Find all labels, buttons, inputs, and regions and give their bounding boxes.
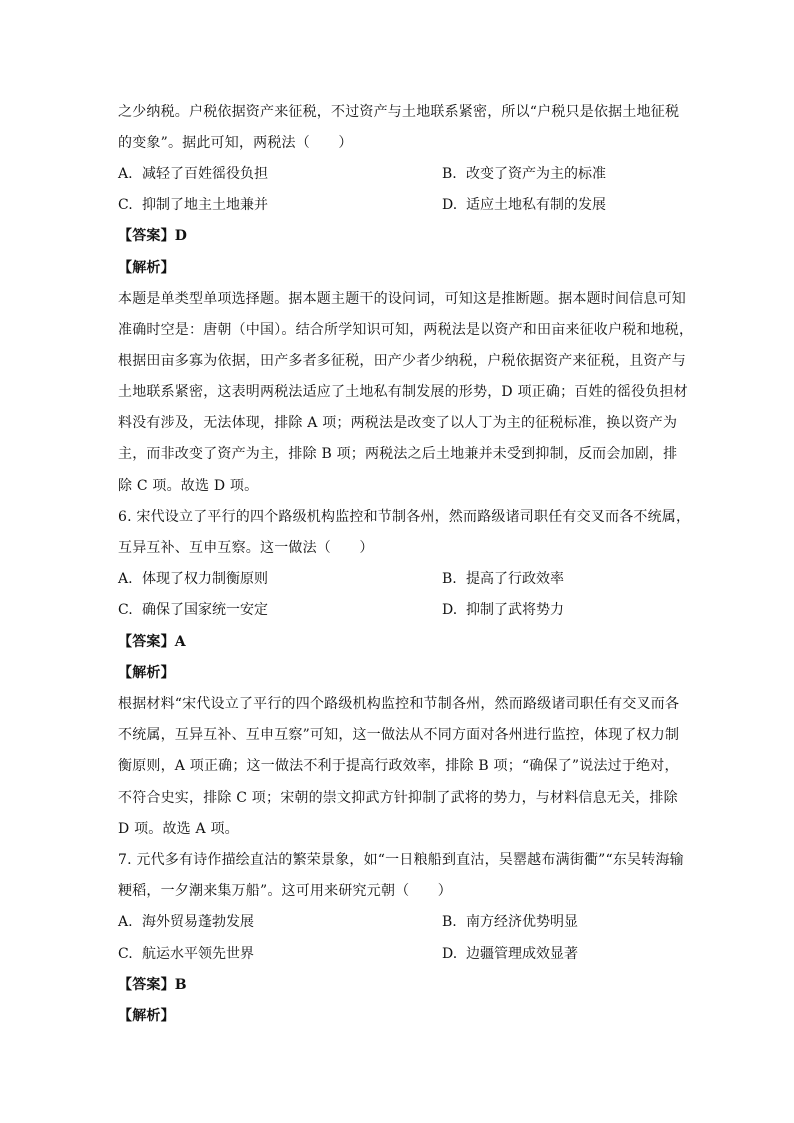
q7-stem-line-2: 粳稻，一夕潮来集万船”。这可用来研究元朝（ ） <box>118 883 452 899</box>
q7-option-d: D. 边疆管理成效显著 <box>442 946 578 962</box>
q5-analysis-line-6: 主，而非改变了资产为主，排除 B 项；两税法之后土地兼并未受到抑制，反而会加剧，排 <box>118 446 678 462</box>
q7-option-c: C. 航运水平领先世界 <box>118 946 254 962</box>
q6-analysis-line-3: 衡原则，A 项正确；这一做法不利于提高行政效率，排除 B 项；“确保了”说法过于绝对， <box>118 758 679 774</box>
q6-answer: 【答案】A <box>118 634 186 650</box>
q7-stem-line-1: 7. 元代多有诗作描绘直沽的繁荣景象，如“一日粮船到直沽，吴罂越布满街衢”“东吴转海输 <box>118 852 684 868</box>
q5-analysis-line-3: 根据田亩多寡为依据，田产多者多征税，田产少者少纳税，户税依据资产来征税，且资产与 <box>118 353 686 369</box>
q6-stem-line-1: 6. 宋代设立了平行的四个路级机构监控和节制各州，然而路级诸司职任有交叉而各不统属， <box>118 509 691 525</box>
q5-analysis-line-1: 本题是单类型单项选择题。据本题主题干的设问词，可知这是推断题。据本题时间信息可知 <box>118 291 686 307</box>
q5-answer: 【答案】D <box>118 228 188 244</box>
q6-analysis-line-1: 根据材料“宋代设立了平行的四个路级机构监控和节制各州，然而路级诸司职任有交叉而各 <box>118 696 680 712</box>
q5-stem-line-2: 的变象”。据此可知，两税法（ ） <box>118 135 353 151</box>
q5-analysis-line-7: 除 C 项。故选 D 项。 <box>118 478 259 494</box>
q5-analysis-line-4: 土地联系紧密，这表明两税法适应了土地私有制发展的形势，D 项正确；百姓的徭役负担材 <box>118 384 688 400</box>
q6-analysis-line-2: 不统属，互异互补、互申互察”可知，这一做法从不同方面对各州进行监控，体现了权力制 <box>118 727 680 743</box>
q5-stem-line-1: 之少纳税。户税依据资产来征税，不过资产与土地联系紧密，所以“户税只是依据土地征税 <box>118 104 680 120</box>
q6-option-d: D. 抑制了武将势力 <box>442 602 564 618</box>
q7-option-b: B. 南方经济优势明显 <box>442 914 578 930</box>
q7-option-a: A. 海外贸易蓬勃发展 <box>118 914 254 930</box>
q6-analysis-line-4: 不符合史实，排除 C 项；宋朝的崇文抑武方针抑制了武将的势力，与材料信息无关，排除 <box>118 790 678 806</box>
q6-option-b: B. 提高了行政效率 <box>442 571 564 587</box>
q5-analysis-line-5: 料没有涉及，无法体现，排除 A 项；两税法是改变了以人丁为主的征税标准，换以资产为 <box>118 415 678 431</box>
q5-analysis-label: 【解析】 <box>118 260 175 276</box>
q6-option-c: C. 确保了国家统一安定 <box>118 602 268 618</box>
q5-option-d: D. 适应土地私有制的发展 <box>442 197 606 213</box>
q6-option-a: A. 体现了权力制衡原则 <box>118 571 268 587</box>
q6-analysis-line-5: D 项。故选 A 项。 <box>118 821 239 837</box>
q5-option-b: B. 改变了资产为主的标准 <box>442 166 606 182</box>
q6-stem-line-2: 互异互补、互申互察。这一做法（ ） <box>118 540 374 556</box>
q5-option-c: C. 抑制了地主土地兼并 <box>118 197 268 213</box>
q6-analysis-label: 【解析】 <box>118 665 175 681</box>
q5-option-a: A. 减轻了百姓徭役负担 <box>118 166 268 182</box>
q7-answer: 【答案】B <box>118 977 187 993</box>
q5-analysis-line-2: 准确时空是：唐朝（中国）。结合所学知识可知，两税法是以资产和田亩来征收户税和地税， <box>118 322 694 338</box>
q7-analysis-label: 【解析】 <box>118 1008 175 1024</box>
